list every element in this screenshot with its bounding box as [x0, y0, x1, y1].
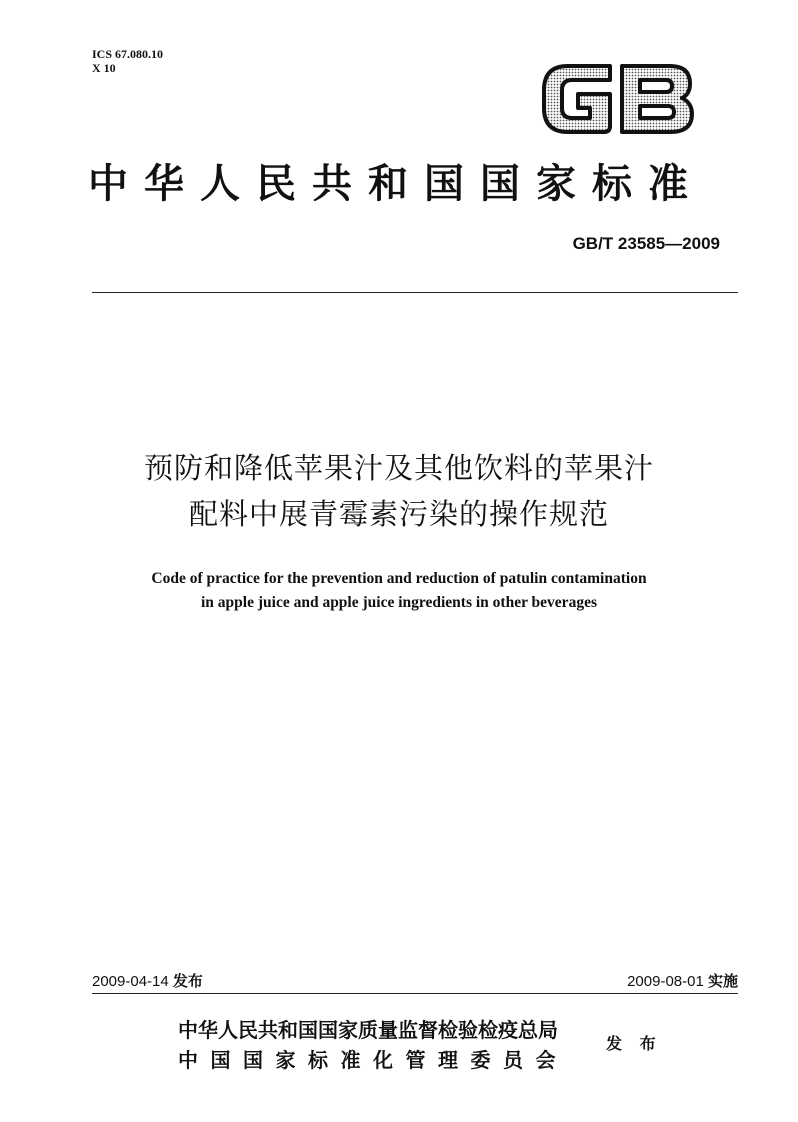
gb-logo [538, 56, 696, 140]
standard-number: GB/T 23585—2009 [572, 234, 720, 253]
bottom-divider [92, 993, 738, 994]
issue-date [92, 970, 203, 991]
issuers [178, 1015, 568, 1075]
top-divider [92, 292, 738, 293]
national-standard-title: 中华人民共和国国家标准 [88, 160, 704, 207]
implement-date [627, 970, 738, 991]
ccs-code: X 10 [92, 61, 116, 75]
title-en-line-2: in apple juice and apple juice ingredients in other beverages [201, 594, 597, 611]
issuer-sac: 中国国家标准化管理委员会 [178, 1048, 568, 1072]
title-cn-line-1: 预防和降低苹果汁及其他饮料的苹果汁 [143, 451, 654, 485]
issuer-aqsiq: 中华人民共和国国家质量监督检验检疫总局 [178, 1018, 558, 1042]
issue-date-value: 2009-04-14 [92, 973, 169, 990]
title-cn-line-2: 配料中展青霉素污染的操作规范 [188, 497, 609, 531]
implement-label: 实施 [707, 972, 738, 990]
classification-codes [92, 47, 163, 75]
implement-date-value: 2009-08-01 [627, 973, 704, 990]
issue-label: 发布 [172, 972, 203, 990]
title-en-line-1: Code of practice for the prevention and reduction of patulin contamination [151, 570, 647, 587]
ics-code: ICS 67.080.10 [92, 47, 164, 61]
publish-label: 发 布 [606, 1034, 662, 1053]
